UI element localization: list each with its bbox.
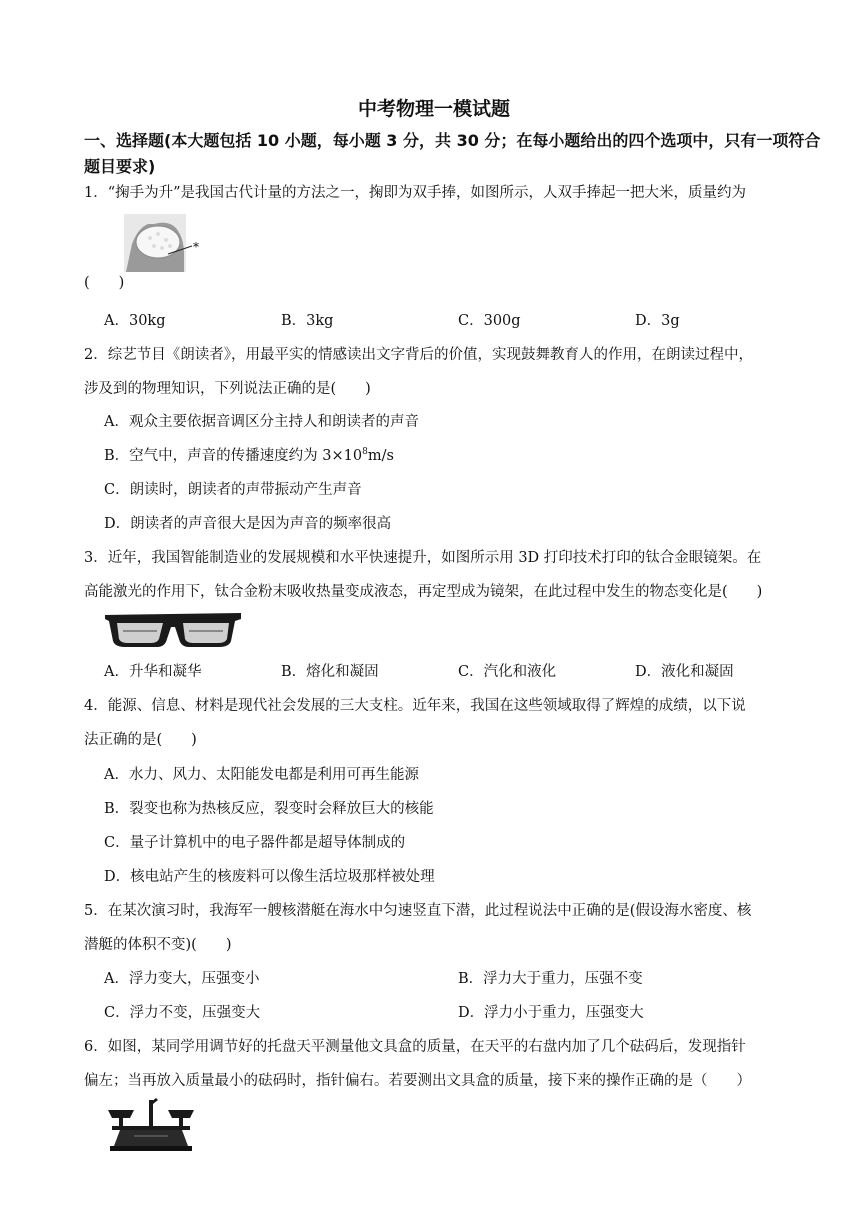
question-5-stem-line2: 潜艇的体积不变)( ) — [84, 937, 232, 953]
q1-option-b: B．3kg — [281, 313, 334, 329]
question-4-stem-line1: 4．能源、信息、材料是现代社会发展的三大支柱。近年来，我国在这些领域取得了辉煌的成绩，以下说 — [84, 698, 746, 714]
q4-option-b: B．裂变也称为热核反应，裂变时会释放巨大的核能 — [104, 801, 434, 817]
glasses-figure — [103, 609, 243, 649]
question-2-stem-line1: 2．综艺节目《朗读者》，用最平实的情感读出文字背后的价值，实现鼓舞教育人的作用，在朗读过程中， — [84, 347, 753, 363]
q1-option-a: A．30kg — [104, 313, 166, 329]
q1-option-d: D．3g — [635, 313, 680, 329]
q5-option-a: A．浮力变大，压强变小 — [104, 971, 260, 987]
q3-option-c: C．汽化和液化 — [458, 664, 557, 680]
q3-option-b: B．熔化和凝固 — [281, 664, 379, 680]
q2-option-c: C．朗读时，朗读者的声带振动产生声音 — [104, 482, 362, 498]
question-1-stem: 1．“掬手为升”是我国古代计量的方法之一，掬即为双手捧，如图所示，人双手捧起一把大米，质量约为 — [84, 185, 747, 201]
q4-option-d: D．核电站产生的核废料可以像生活垃圾那样被处理 — [104, 869, 435, 885]
question-6-stem-line1: 6．如图，某同学用调节好的托盘天平测量他文具盒的质量，在天平的右盘内加了几个砝码后，发现指针 — [84, 1039, 746, 1055]
question-6-stem-line2: 偏左；当再放入质量最小的砝码时，指针偏右。若要测出文具盒的质量，接下来的操作正确的是（ ） — [84, 1073, 751, 1089]
q5-option-b: B．浮力大于重力，压强不变 — [458, 971, 643, 987]
question-4-stem-line2: 法正确的是( ) — [84, 732, 197, 748]
question-3-stem-line2: 高能激光的作用下，钛合金粉末吸收热量变成液态，再定型成为镜架，在此过程中发生的物态变化是( ) — [84, 584, 763, 600]
q1-option-c: C．300g — [458, 313, 521, 329]
q2-option-b-unit: m/s — [367, 448, 394, 464]
question-2-stem-line2: 涉及到的物理知识，下列说法正确的是( ) — [84, 381, 371, 397]
q4-option-c: C．量子计算机中的电子器件都是超导体制成的 — [104, 835, 406, 851]
q2-option-b — [104, 444, 394, 465]
page-title: 中考物理一模试题 — [357, 98, 510, 120]
q2-option-a: A．观众主要依据音调区分主持人和朗读者的声音 — [104, 414, 419, 430]
question-3-stem-line1: 3．近年，我国智能制造业的发展规模和水平快速提升，如图所示用 3D 打印技术打印的钛合金眼镜架。在 — [84, 550, 762, 566]
q5-option-c: C．浮力不变，压强变大 — [104, 1005, 261, 1021]
q3-option-a: A．升华和凝华 — [104, 664, 202, 680]
question-5-stem-line1: 5．在某次演习时，我海军一艘核潜艇在海水中匀速竖直下潜，此过程说法中正确的是(假设海水密度、核 — [84, 903, 752, 919]
section-heading: 一、选择题(本大题包括 10 小题，每小题 3 分，共 30 分；在每小题给出的四个选项中，只有一项符合题目要求) — [84, 131, 821, 176]
q2-option-d: D．朗读者的声音很大是因为声音的频率很高 — [104, 516, 392, 532]
q2-option-b-exponent: 8 — [362, 447, 368, 458]
q3-option-d: D．液化和凝固 — [635, 664, 734, 680]
question-1-blank: ( ) — [84, 275, 125, 291]
figure-mark: * — [193, 240, 199, 254]
q2-option-b-text: B．空气中，声音的传播速度约为 3×10 — [104, 448, 363, 464]
balance-scale-figure — [104, 1098, 198, 1152]
q5-option-d: D．浮力小于重力，压强变大 — [458, 1005, 644, 1021]
q4-option-a: A．水力、风力、太阳能发电都是利用可再生能源 — [104, 767, 419, 783]
